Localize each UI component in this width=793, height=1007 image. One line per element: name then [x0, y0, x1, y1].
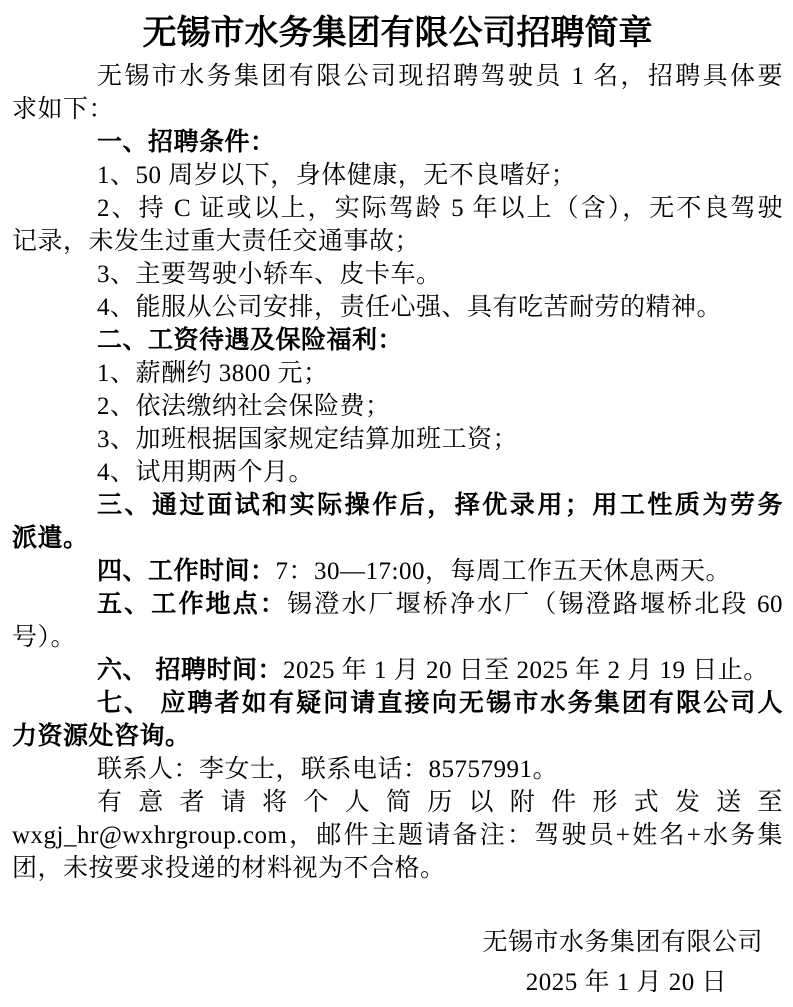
text-line — [12, 159, 783, 192]
signature-block — [12, 923, 783, 1003]
text-run: 号）。 — [12, 624, 77, 651]
text-run: 2、依法缴纳社会保险费； — [97, 393, 391, 420]
text-line — [12, 423, 783, 456]
text-line — [12, 192, 783, 225]
text-line — [12, 786, 783, 819]
text-run: 1、薪酬约 3800 元； — [97, 360, 329, 387]
text-run: 无锡市水务集团有限公司现招聘驾驶员 1 名，招聘具体要 — [97, 63, 783, 90]
text-line — [12, 60, 783, 93]
bold-text-run: 派遣。 — [12, 524, 89, 552]
text-run: 锡澄水厂堰桥净水厂（锡澄路堰桥北段 60 — [287, 591, 783, 618]
text-line — [12, 357, 783, 390]
text-run: 3、主要驾驶小轿车、皮卡车。 — [97, 261, 442, 288]
text-run: 3、加班根据国家规定结算加班工资； — [97, 426, 519, 453]
text-line — [12, 291, 783, 324]
signature-date: 2025 年 1 月 20 日 — [525, 969, 727, 996]
signature-company: 无锡市水务集团有限公司 — [482, 929, 763, 956]
document-title: 无锡市水务集团有限公司招聘简章 — [142, 14, 653, 52]
text-line — [12, 522, 783, 555]
text-line — [12, 456, 783, 489]
text-line — [12, 93, 783, 126]
text-run: 求如下： — [12, 96, 115, 123]
bold-text-run: 七、 应聘者如有疑问请直接向无锡市水务集团有限公司人 — [97, 689, 783, 717]
text-line — [12, 555, 783, 588]
text-line — [12, 324, 783, 357]
text-line — [12, 720, 783, 753]
bold-text-run: 力资源处咨询。 — [12, 722, 191, 750]
bold-text-run: 六、 招聘时间： — [97, 656, 283, 684]
bold-text-run: 五、工作地点： — [97, 590, 288, 618]
document-body — [12, 60, 783, 885]
text-run: 1、50 周岁以下，身体健康，无不良嗜好； — [97, 162, 577, 189]
text-line — [12, 390, 783, 423]
text-line — [12, 126, 783, 159]
text-run: 2025 年 1 月 20 日至 2025 年 2 月 19 日止。 — [282, 657, 769, 684]
text-line — [12, 489, 783, 522]
text-line — [12, 588, 783, 621]
text-run: wxgj_hr@wxhrgroup.com，邮件主题请备注：驾驶员+姓名+水务集 — [12, 822, 783, 849]
text-run: 4、试用期两个月。 — [97, 459, 315, 486]
text-line — [12, 753, 783, 786]
text-run: 团，未按要求投递的材料视为不合格。 — [12, 855, 446, 882]
text-line — [12, 258, 783, 291]
bold-text-run: 四、工作时间： — [97, 557, 276, 585]
text-line — [12, 819, 783, 852]
text-run: 记录，未发生过重大责任交通事故； — [12, 228, 421, 255]
text-run: 2、持 C 证或以上，实际驾龄 5 年以上（含），无不良驾驶 — [97, 195, 783, 222]
text-line — [12, 225, 783, 258]
bold-text-run: 三、通过面试和实际操作后，择优录用；用工性质为劳务 — [97, 491, 783, 519]
text-line — [12, 687, 783, 720]
text-run: 7：30—17:00，每周工作五天休息两天。 — [275, 558, 731, 585]
text-line — [12, 852, 783, 885]
bold-text-run: 一、招聘条件： — [97, 128, 276, 156]
text-line — [12, 621, 783, 654]
text-run: 有意者请将个人简历以附件形式发送至 — [97, 789, 783, 816]
text-run: 4、能服从公司安排，责任心强、具有吃苦耐劳的精神。 — [97, 294, 723, 321]
text-run: 联系人：李女士，联系电话：85757991。 — [97, 756, 559, 783]
text-line — [12, 654, 783, 687]
bold-text-run: 二、工资待遇及保险福利： — [97, 326, 404, 354]
